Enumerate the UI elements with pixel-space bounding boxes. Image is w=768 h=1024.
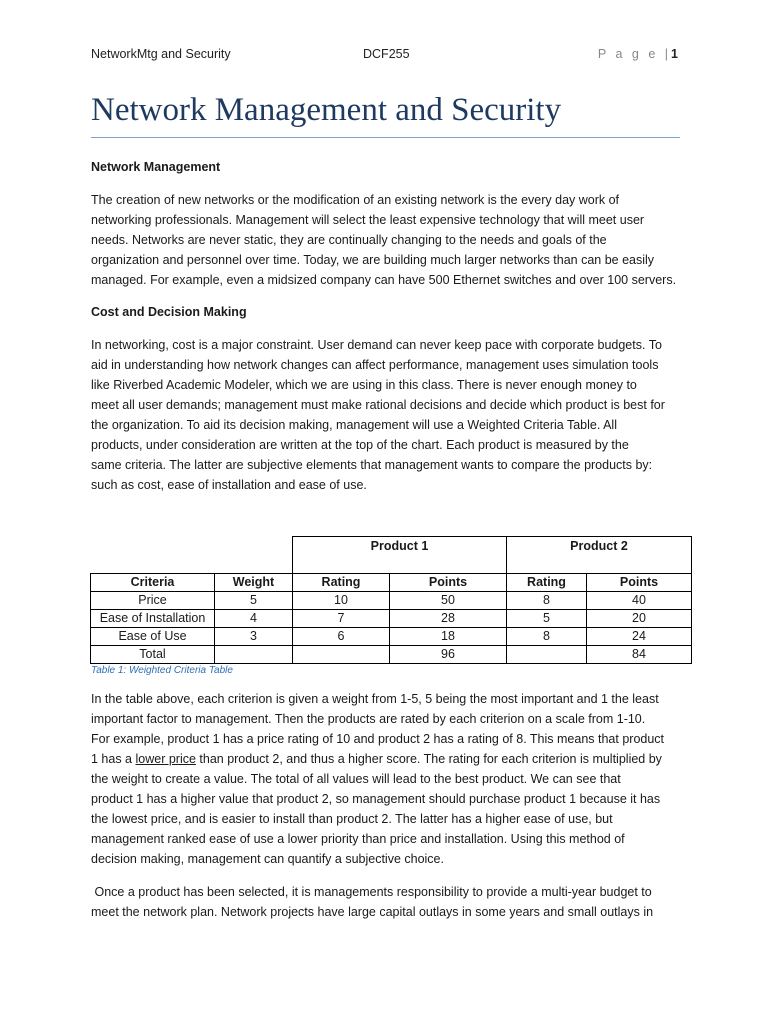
table-cell xyxy=(507,646,587,664)
product-2-header: Product 2 xyxy=(507,537,692,574)
text-line: needs. Networks are never static, they are continually changing to the needs and goals of the xyxy=(91,233,607,247)
table-cell: 10 xyxy=(293,592,390,610)
table-header-row xyxy=(91,574,692,592)
text-fragment: 1 has a xyxy=(91,752,136,766)
title-underline xyxy=(91,137,680,138)
table-cell: 6 xyxy=(293,628,390,646)
paragraph-closing xyxy=(91,882,691,922)
text-line: organization and personnel over time. Today, we are building much larger networks than can be easily xyxy=(91,253,655,267)
text-line: product 1 has a higher value that product 2, so management should purchase product 1 because it has xyxy=(91,792,661,806)
text-line: the weight to create a value. The total of all values will lead to the best product. We can see that xyxy=(91,772,621,786)
column-header: Weight xyxy=(215,574,293,592)
table-total-row xyxy=(91,646,692,664)
column-header: Criteria xyxy=(91,574,215,592)
page-title: Network Management and Security xyxy=(91,92,562,128)
table-cell: 4 xyxy=(215,610,293,628)
table-cell: 40 xyxy=(587,592,692,610)
paragraph-cost-decision xyxy=(91,335,691,495)
page-number-label xyxy=(598,47,678,61)
text-line: aid in understanding how network changes can affect performance, management uses simulation tools xyxy=(91,358,659,372)
text-line: same criteria. The latter are subjective elements that management wants to compare the products by: xyxy=(91,458,653,472)
paragraph-analysis xyxy=(91,689,691,869)
text-line: networking professionals. Management will select the least expensive technology that will meet user xyxy=(91,213,645,227)
table-cell: 96 xyxy=(390,646,507,664)
text-line: For example, product 1 has a price rating of 10 and product 2 has a rating of 8. This means that product xyxy=(91,732,665,746)
table-cell: 5 xyxy=(215,592,293,610)
text-line: The creation of new networks or the modification of an existing network is the every day work of xyxy=(91,193,620,207)
table-row xyxy=(91,592,692,610)
product-1-header: Product 1 xyxy=(293,537,507,574)
text-fragment: than product 2, and thus a higher score. The rating for each criterion is multiplied by xyxy=(195,752,662,766)
text-line: such as cost, ease of installation and ease of use. xyxy=(91,478,367,492)
heading-network-management: Network Management xyxy=(91,160,221,174)
text-line: Once a product has been selected, it is managements responsibility to provide a multi-year budget to xyxy=(91,885,652,899)
header-course-code: DCF255 xyxy=(363,47,410,61)
column-header: Points xyxy=(587,574,692,592)
table-cell: 5 xyxy=(507,610,587,628)
text-line: products, under consideration are written at the top of the chart. Each product is measured by the xyxy=(91,438,629,452)
table-cell: Price xyxy=(91,592,215,610)
text-line: important factor to management. Then the products are rated by each criterion on a scale from 1-10. xyxy=(91,712,646,726)
text-line: meet all user demands; management must make rational decisions and decide which product is best for xyxy=(91,398,665,412)
table-cell: 20 xyxy=(587,610,692,628)
table-cell: 28 xyxy=(390,610,507,628)
paragraph-network-management xyxy=(91,190,691,290)
table-cell: Ease of Use xyxy=(91,628,215,646)
header-left: NetworkMtg and Security xyxy=(91,47,231,61)
table-cell: Total xyxy=(91,646,215,664)
table-cell: 84 xyxy=(587,646,692,664)
page-number: 1 xyxy=(671,47,678,61)
table-cell: 24 xyxy=(587,628,692,646)
page-label: P a g e xyxy=(597,47,659,61)
underlined-text: lower price xyxy=(135,752,196,766)
column-header: Points xyxy=(390,574,507,592)
table-row xyxy=(91,628,692,646)
text-line: managed. For example, even a midsized company can have 500 Ethernet switches and over 100 servers. xyxy=(91,273,677,287)
text-line: In the table above, each criterion is given a weight from 1-5, 5 being the most important and 1 the least xyxy=(91,692,659,706)
column-header: Rating xyxy=(293,574,390,592)
table-caption: Table 1: Weighted Criteria Table xyxy=(91,665,233,676)
heading-cost-decision: Cost and Decision Making xyxy=(91,305,247,319)
table-product-row xyxy=(91,537,692,574)
table-cell xyxy=(293,646,390,664)
table-cell: 8 xyxy=(507,628,587,646)
table-cell xyxy=(215,646,293,664)
table-cell: 18 xyxy=(390,628,507,646)
table-cell: 50 xyxy=(390,592,507,610)
table-cell: 7 xyxy=(293,610,390,628)
text-line: decision making, management can quantify a subjective choice. xyxy=(91,852,444,866)
text-line: the organization. To aid its decision making, management will use a Weighted Criteria Table. All xyxy=(91,418,617,432)
text-line xyxy=(91,749,691,769)
text-line: meet the network plan. Network projects have large capital outlays in some years and small outlays in xyxy=(91,905,654,919)
page-separator: | xyxy=(664,47,672,61)
table-cell: Ease of Installation xyxy=(91,610,215,628)
column-header: Rating xyxy=(507,574,587,592)
text-line: like Riverbed Academic Modeler, which we are using in this class. There is never enough money to xyxy=(91,378,637,392)
text-line: management ranked ease of use a lower priority than price and installation. Using this method of xyxy=(91,832,625,846)
weighted-criteria-table xyxy=(90,536,692,664)
table-cell: 8 xyxy=(507,592,587,610)
text-line: the lowest price, and is easier to install than product 2. The latter has a higher ease of use, but xyxy=(91,812,613,826)
text-line: In networking, cost is a major constraint. User demand can never keep pace with corporate budgets. To xyxy=(91,338,662,352)
table-cell: 3 xyxy=(215,628,293,646)
table-row xyxy=(91,610,692,628)
